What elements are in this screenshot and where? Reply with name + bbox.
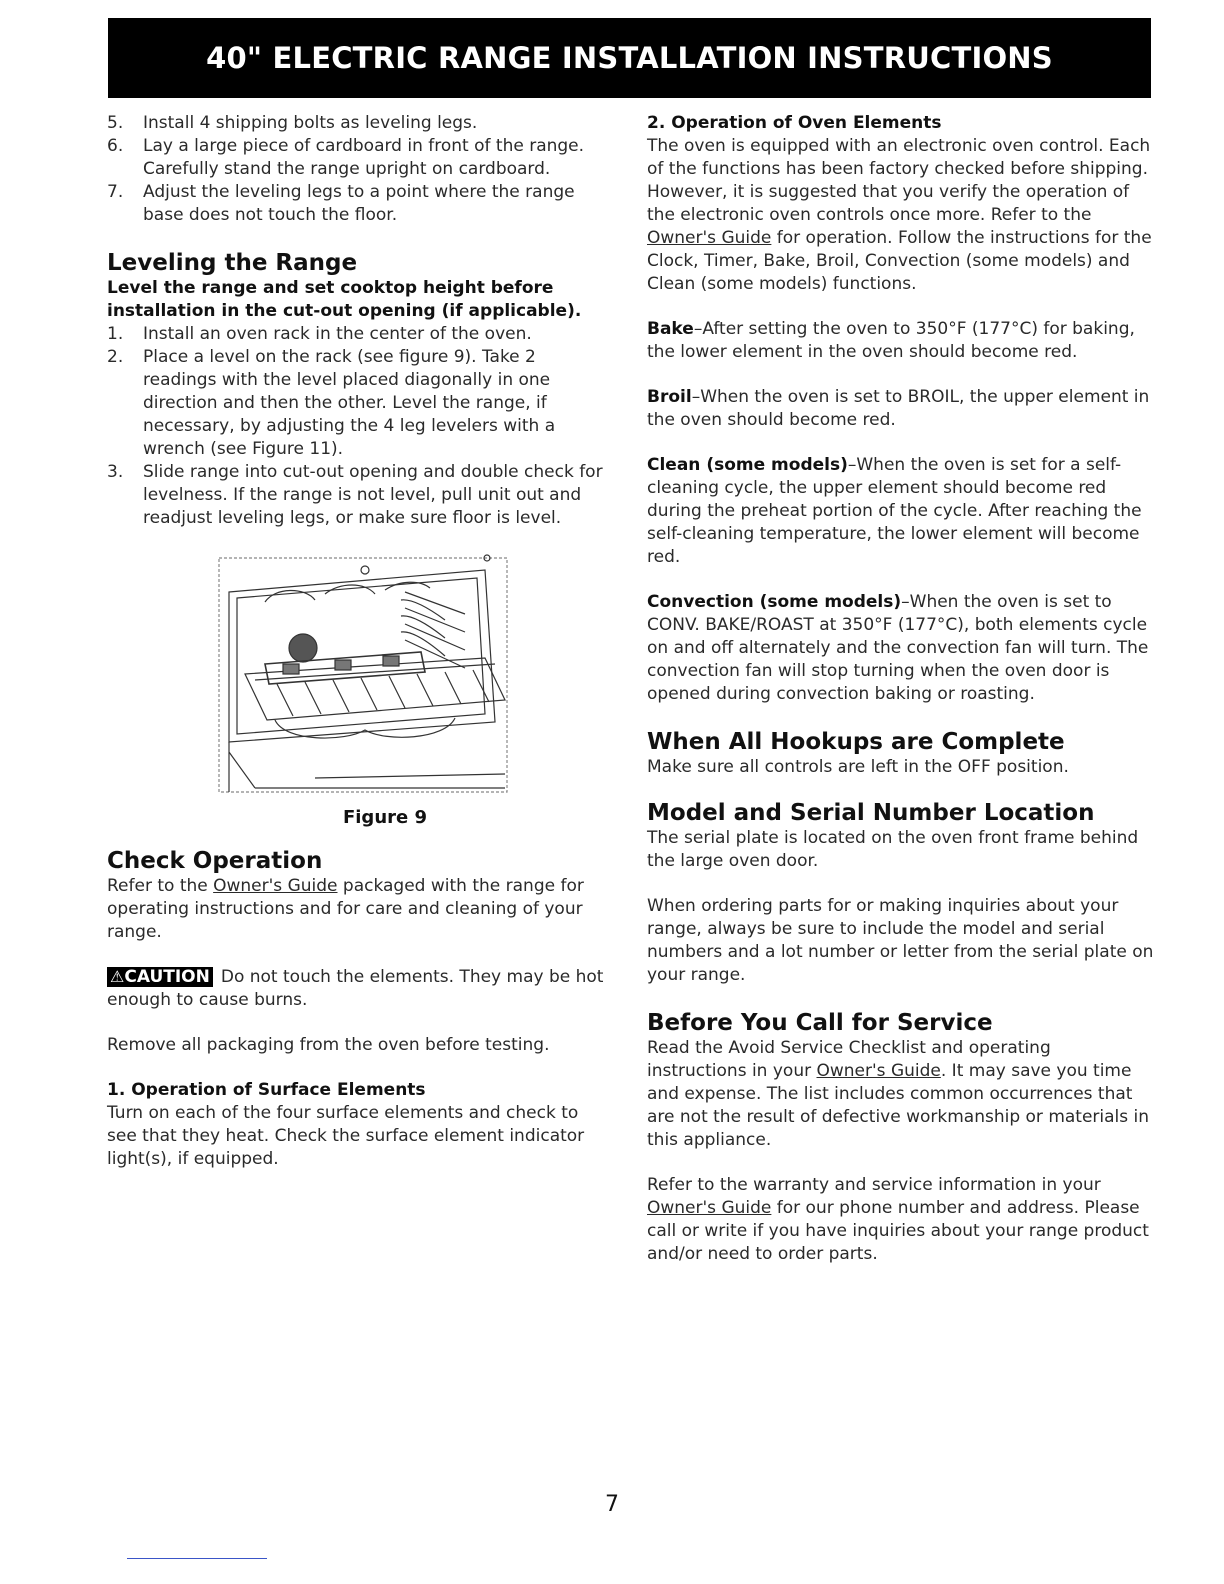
caution-paragraph: ⚠CAUTION Do not touch the elements. They may be hot enough to cause burns. — [107, 967, 604, 1010]
surface-elements-text: Turn on each of the four surface elements and check to see that they heat. Check the surface element indicator light(s), if equipped. — [107, 1103, 585, 1169]
check-operation-text: Refer to the Owner's Guide packaged with the range for operating instructions and for care and cleaning of your range. — [107, 876, 584, 942]
list-item: 6. Lay a large piece of cardboard in front of the range. Carefully stand the range upright on cardboard. — [107, 136, 585, 179]
service-text-1: Read the Avoid Service Checklist and operating instructions in your Owner's Guide. It may save you time and expense. The list includes common occurrences that are not the result of defective workmanship or materials in this appliance. — [647, 1038, 1150, 1150]
leveling-steps-list — [107, 323, 607, 530]
figure-9 — [215, 552, 515, 829]
owners-guide-link[interactable]: Owner's Guide — [647, 228, 772, 248]
warning-icon: ⚠ — [110, 967, 125, 986]
owners-guide-link[interactable]: Owner's Guide — [213, 876, 338, 896]
owners-guide-link[interactable]: Owner's Guide — [647, 1198, 772, 1218]
service-text-2: Refer to the warranty and service information in your Owner's Guide for our phone number and address. Please call or write if you have inquiries about your range product and/or need to order parts. — [647, 1175, 1149, 1264]
page-number: 7 — [605, 1492, 619, 1517]
bake-text: Bake–After setting the oven to 350°F (177°C) for baking, the lower element in the oven should become red. — [647, 319, 1135, 362]
leveling-subheading: Level the range and set cooktop height before installation in the cut-out opening (if applicable). — [107, 278, 582, 321]
surface-elements-heading: 1. Operation of Surface Elements — [107, 1080, 426, 1100]
oven-rack-level-illustration — [215, 552, 515, 802]
convection-text: Convection (some models)–When the oven is set to CONV. BAKE/ROAST at 350°F (177°C), both elements cycle on and off alternately and the convection fan will turn. The convection fan will stop turning when the oven door is opened during convection baking or roasting. — [647, 592, 1149, 704]
figure-caption: Figure 9 — [342, 807, 428, 828]
left-column — [107, 112, 607, 1171]
list-item: 1. Install an oven rack in the center of the oven. — [107, 324, 532, 344]
hookups-text: Make sure all controls are left in the OFF position. — [647, 757, 1069, 777]
check-operation-heading: Check Operation — [107, 848, 323, 874]
list-item: 5. Install 4 shipping bolts as leveling legs. — [107, 113, 478, 133]
footer-divider — [127, 1558, 267, 1559]
hookups-heading: When All Hookups are Complete — [647, 729, 1065, 755]
owners-guide-link[interactable]: Owner's Guide — [816, 1061, 941, 1081]
page-title-banner — [108, 18, 1151, 98]
serial-text-1: The serial plate is located on the oven front frame behind the large oven door. — [647, 828, 1139, 871]
leveling-heading: Leveling the Range — [107, 250, 358, 276]
right-column — [647, 112, 1155, 1266]
service-heading: Before You Call for Service — [647, 1010, 993, 1036]
steps-top-list — [107, 112, 607, 227]
oven-elements-heading: 2. Operation of Oven Elements — [647, 113, 942, 133]
clean-text: Clean (some models)–When the oven is set for a self-cleaning cycle, the upper element should become red during the preheat portion of the cycle. After reaching the self-cleaning temperature, the lower element will become red. — [647, 455, 1142, 567]
list-item: 2. Place a level on the rack (see figure 9). Take 2 readings with the level placed diagonally in one direction and then the other. Level the range, if necessary, by adjusting the 4 leg levelers with a wrench (see Figure 11). — [107, 347, 556, 459]
caution-badge: ⚠CAUTION — [107, 967, 213, 987]
oven-elements-text: The oven is equipped with an electronic oven control. Each of the functions has been factory checked before shipping. However, it is suggested that you verify the operation of the electronic oven controls once more. Refer to the Owner's Guide for operation. Follow the instructions for the Clock, Timer, Bake, Broil, Convection (some models) and Clean (some models) functions. — [647, 136, 1152, 294]
list-item: 7. Adjust the leveling legs to a point where the range base does not touch the floor. — [107, 182, 575, 225]
serial-text-2: When ordering parts for or making inquiries about your range, always be sure to include the model and serial numbers and a lot number or letter from the serial plate on your range. — [647, 896, 1154, 985]
page-title: 40" ELECTRIC RANGE INSTALLATION INSTRUCTIONS — [206, 41, 1053, 75]
list-item: 3. Slide range into cut-out opening and double check for levelness. If the range is not level, pull unit out and readjust leveling legs, or make sure floor is level. — [107, 462, 603, 528]
remove-packaging-text: Remove all packaging from the oven before testing. — [107, 1035, 550, 1055]
serial-heading: Model and Serial Number Location — [647, 800, 1095, 826]
broil-text: Broil–When the oven is set to BROIL, the upper element in the oven should become red. — [647, 387, 1150, 430]
